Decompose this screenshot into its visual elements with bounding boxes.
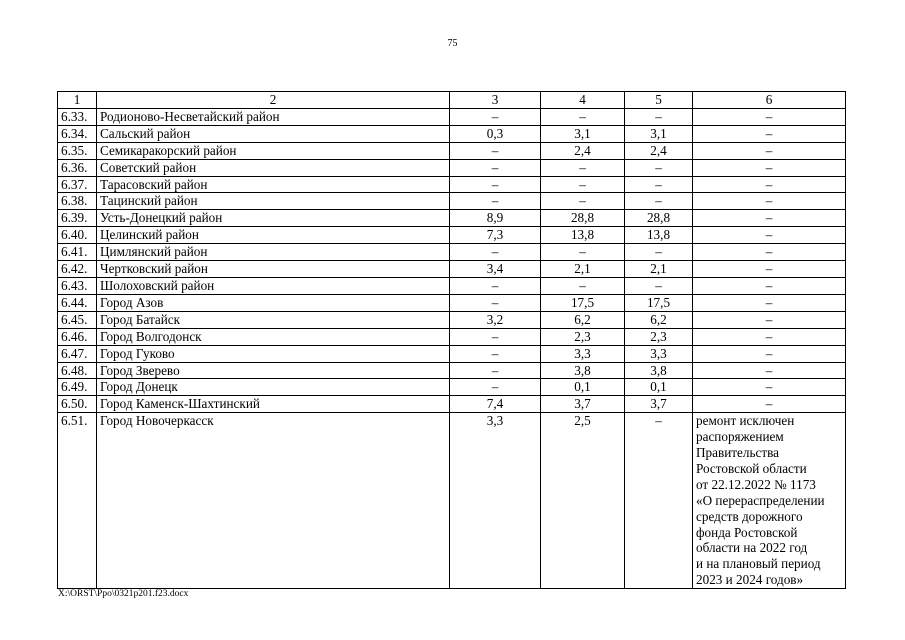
note-line: «О перераспределении	[696, 492, 825, 508]
row-value: 2,4	[625, 142, 693, 159]
row-value: 3,4	[450, 261, 541, 278]
header-cell: 5	[625, 92, 693, 109]
note-line: области на 2022 год	[696, 540, 808, 556]
row-number: 6.33.	[58, 108, 97, 125]
row-number: 6.44.	[58, 294, 97, 311]
row-value: –	[450, 328, 541, 345]
row-value: 28,8	[541, 210, 625, 227]
note-line: Ростовской области	[696, 460, 807, 476]
row-name: Усть-Донецкий район	[97, 210, 450, 227]
note-line: и на плановый период	[696, 556, 821, 572]
row-value: 0,3	[450, 125, 541, 142]
table-row	[58, 379, 846, 396]
row-value: –	[625, 413, 693, 589]
row-number: 6.47.	[58, 345, 97, 362]
row-value: –	[450, 379, 541, 396]
row-value: 7,4	[450, 396, 541, 413]
row-value: 2,3	[625, 328, 693, 345]
table-row	[58, 328, 846, 345]
row-number: 6.37.	[58, 176, 97, 193]
row-name: Цимлянский район	[97, 244, 450, 261]
row-value: 6,2	[625, 311, 693, 328]
data-table	[57, 91, 846, 589]
row-value: –	[541, 277, 625, 294]
note-line: 2023 и 2024 годов»	[696, 572, 804, 588]
row-number: 6.36.	[58, 159, 97, 176]
row-value: 0,1	[625, 379, 693, 396]
note-line: распоряжением	[696, 429, 784, 445]
row-value: 3,2	[450, 311, 541, 328]
row-value: 3,8	[541, 362, 625, 379]
table-row	[58, 227, 846, 244]
row-value: –	[541, 159, 625, 176]
table-row	[58, 142, 846, 159]
row-name: Сальский район	[97, 125, 450, 142]
row-value: 3,1	[541, 125, 625, 142]
row-value: 17,5	[541, 294, 625, 311]
row-value: –	[625, 244, 693, 261]
row-value: –	[541, 176, 625, 193]
row-note: –	[693, 244, 846, 261]
row-number: 6.35.	[58, 142, 97, 159]
row-name: Город Донецк	[97, 379, 450, 396]
row-name: Чертковский район	[97, 261, 450, 278]
row-number: 6.45.	[58, 311, 97, 328]
row-number: 6.48.	[58, 362, 97, 379]
row-note: –	[693, 142, 846, 159]
row-note: –	[693, 294, 846, 311]
note-line: Правительства	[696, 445, 779, 461]
row-value: 3,3	[625, 345, 693, 362]
row-value: –	[450, 176, 541, 193]
row-value: 3,3	[541, 345, 625, 362]
row-value: –	[625, 176, 693, 193]
row-number: 6.49.	[58, 379, 97, 396]
row-number: 6.46.	[58, 328, 97, 345]
row-note: –	[693, 277, 846, 294]
table-row	[58, 125, 846, 142]
row-value: –	[450, 244, 541, 261]
note-line: фонда Ростовской	[696, 524, 798, 540]
table-row	[58, 345, 846, 362]
row-note: –	[693, 261, 846, 278]
header-row	[58, 92, 846, 109]
row-note: –	[693, 362, 846, 379]
row-value: 3,8	[625, 362, 693, 379]
table-row	[58, 261, 846, 278]
table-row	[58, 277, 846, 294]
row-note: –	[693, 396, 846, 413]
row-note: –	[693, 125, 846, 142]
row-value: –	[450, 159, 541, 176]
table-row	[58, 413, 846, 589]
row-value: 3,1	[625, 125, 693, 142]
row-value: –	[450, 345, 541, 362]
row-note: –	[693, 193, 846, 210]
row-number: 6.39.	[58, 210, 97, 227]
table-row	[58, 108, 846, 125]
row-number: 6.40.	[58, 227, 97, 244]
row-value: 2,1	[541, 261, 625, 278]
row-value: –	[450, 277, 541, 294]
row-name: Целинский район	[97, 227, 450, 244]
page-number: 75	[447, 38, 458, 49]
row-name: Шолоховский район	[97, 277, 450, 294]
row-value: 8,9	[450, 210, 541, 227]
row-value: –	[450, 108, 541, 125]
row-name: Семикаракорский район	[97, 142, 450, 159]
row-value: –	[450, 294, 541, 311]
row-value: –	[450, 362, 541, 379]
row-note: –	[693, 227, 846, 244]
row-value: –	[625, 193, 693, 210]
row-value: 2,3	[541, 328, 625, 345]
row-note: –	[693, 311, 846, 328]
row-name: Город Каменск-Шахтинский	[97, 396, 450, 413]
row-number: 6.43.	[58, 277, 97, 294]
row-value: 6,2	[541, 311, 625, 328]
row-number: 6.41.	[58, 244, 97, 261]
row-note: –	[693, 176, 846, 193]
row-value: –	[450, 142, 541, 159]
row-note: –	[693, 379, 846, 396]
row-value: 3,7	[541, 396, 625, 413]
note-line: ремонт исключен	[696, 413, 795, 429]
table-row	[58, 210, 846, 227]
row-name: Город Новочеркасск	[97, 413, 450, 589]
row-name: Город Гуково	[97, 345, 450, 362]
row-note	[693, 413, 846, 589]
table-row	[58, 362, 846, 379]
row-value: 3,7	[625, 396, 693, 413]
row-value: 13,8	[541, 227, 625, 244]
header-cell: 3	[450, 92, 541, 109]
row-value: 2,5	[541, 413, 625, 589]
table-row	[58, 159, 846, 176]
row-value: 3,3	[450, 413, 541, 589]
row-note: –	[693, 345, 846, 362]
row-note: –	[693, 328, 846, 345]
row-number: 6.34.	[58, 125, 97, 142]
table-row	[58, 294, 846, 311]
table-row	[58, 244, 846, 261]
row-value: –	[541, 193, 625, 210]
row-value: 7,3	[450, 227, 541, 244]
row-value: –	[450, 193, 541, 210]
header-cell: 6	[693, 92, 846, 109]
row-number: 6.50.	[58, 396, 97, 413]
row-name: Родионово-Несветайский район	[97, 108, 450, 125]
row-value: 0,1	[541, 379, 625, 396]
row-name: Советский район	[97, 159, 450, 176]
row-number: 6.38.	[58, 193, 97, 210]
row-name: Город Азов	[97, 294, 450, 311]
row-number: 6.42.	[58, 261, 97, 278]
row-number: 6.51.	[58, 413, 97, 589]
note-line: средств дорожного	[696, 508, 803, 524]
row-value: 2,1	[625, 261, 693, 278]
row-name: Тарасовский район	[97, 176, 450, 193]
row-value: 2,4	[541, 142, 625, 159]
table-row	[58, 176, 846, 193]
header-cell: 1	[58, 92, 97, 109]
file-path-footer: X:\ORST\Ppo\0321p201.f23.docx	[58, 589, 189, 599]
row-name: Город Батайск	[97, 311, 450, 328]
row-value: –	[625, 159, 693, 176]
row-value: –	[625, 277, 693, 294]
row-note: –	[693, 210, 846, 227]
row-note: –	[693, 108, 846, 125]
table-row	[58, 193, 846, 210]
note-line: от 22.12.2022 № 1173	[696, 476, 816, 492]
row-name: Город Зверево	[97, 362, 450, 379]
table-row	[58, 311, 846, 328]
row-value: 17,5	[625, 294, 693, 311]
row-value: –	[541, 244, 625, 261]
row-value: –	[541, 108, 625, 125]
row-value: –	[625, 108, 693, 125]
row-name: Тацинский район	[97, 193, 450, 210]
header-cell: 4	[541, 92, 625, 109]
row-note: –	[693, 159, 846, 176]
row-name: Город Волгодонск	[97, 328, 450, 345]
header-cell: 2	[97, 92, 450, 109]
table-row	[58, 396, 846, 413]
row-value: 13,8	[625, 227, 693, 244]
row-value: 28,8	[625, 210, 693, 227]
